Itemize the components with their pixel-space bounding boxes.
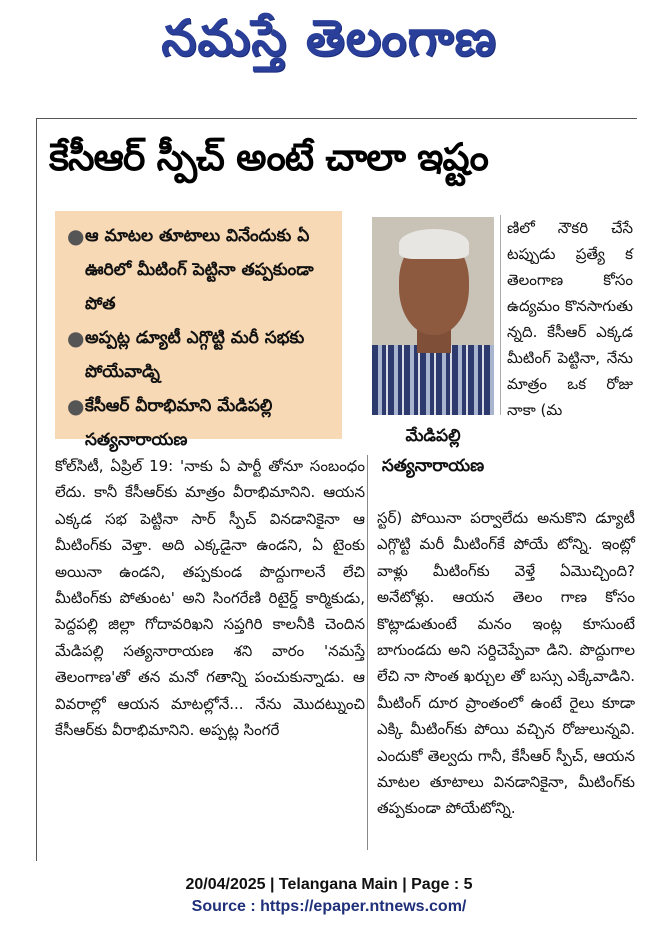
bullet-icon: ●: [67, 224, 85, 248]
highlight-item: [65, 321, 336, 389]
photo-caption: మేడిపల్లి సత్యనారాయణ: [381, 426, 485, 476]
bullet-icon: ●: [67, 394, 85, 418]
left-column-text: కోల్‌సిటీ, ఏప్రిల్ 19: 'నాకు ఏ పార్టీ తోనూ సంబంధం లేదు. కానీ కేసీఆర్‌కు మాత్రం వీరాభిమానిని. ఆయన ఎక్కడ సభ పెట్టినా సార్ స్పీచ్ వినడానికైనా ఆ మీటింగ్‌కు వెళ్తా. అది ఎక్కడైనా ఉండని, ఏ టైంకు అయినా ఉండని, తప్పకుండ పొద్దుగాలనే లేచి మీటింగ్‌కు పోతుంట' అని సింగరేణి రిటైర్డ్ కార్మికుడు, పెద్దపల్లి జిల్లా గోదావరిఖని సప్తగిరి కాలనీకి చెందిన మేడిపల్లి సత్యనారాయణ శని వారం 'నమస్తే తెలంగాణ'తో తన మనో గతాన్ని పంచుకున్నాడు. ఆ వివరాల్లో ఆయన మాటల్లోనే... నేను మొదట్నుంచి కేసీఆర్‌కు వీరాభిమానిని. అప్పట్ల సింగరే: [55, 457, 365, 740]
column-divider: [367, 455, 368, 850]
highlight-text: కేసీఆర్ వీరాభిమాని మేడిపల్లి సత్యనారాయణ: [85, 396, 273, 450]
portrait-photo: [372, 217, 494, 415]
footer: [0, 874, 658, 918]
footer-dateline: 20/04/2025 | Telangana Main | Page : 5: [185, 876, 473, 893]
column-divider: [500, 215, 501, 415]
footer-source-link[interactable]: Source : https://epaper.ntnews.com/: [191, 898, 467, 915]
masthead-title: నమస్తే తెలంగాణ: [161, 9, 497, 67]
highlight-text: అప్పట్ల డ్యూటీ ఎగ్గొట్టి మరీ సభకు పోయేవాడ్ని: [85, 328, 305, 382]
shirt: [372, 345, 494, 415]
highlight-item: [65, 219, 336, 321]
headline: కేసీఆర్ స్పీచ్ అంటే చాలా ఇష్టం: [49, 135, 488, 179]
right-top-text: ణిలో నౌకరి చేసే టప్పుడు ప్రత్యే క తెలంగాణ కోసం ఉద్యమం కొనసాగుతు న్నది. కేసీఆర్ ఎక్కడ మీటింగ్ పెట్టినా, నేను మాత్రం ఒక రోజు నాకా (మ: [507, 219, 633, 419]
news-clipping: [36, 118, 637, 861]
right-column-text: స్టర్) పోయినా పర్వాలేదు అనుకొని డ్యూటీ ఎగ్గొట్టి మరీ మీటింగ్‌కే పోయే టోన్ని. ఇంట్లో వాళ్లు మీటింగ్‌కు వెళ్తే ఏమొచ్చింది? అనేటోళ్లు. ఆయన తెలం గాణ కోసం కొట్లాడుతుంటే మనం ఇంట్ల కూసుంటే బాగుండదు అని సర్దిచెప్పేవా డిని. పొద్దుగాల లేచి నా సొంత ఖర్చుల తో బస్సు ఎక్కేవాడిని. మీటింగ్ దూర ప్రాంతంలో ఉంటే రైలు కూడా ఎక్కి మీటింగ్‌కు పోయి వచ్చిన రోజులున్నవి. ఎందుకో తెల్వదు గానీ, కేసీఆర్ స్పీచ్, ఆయన మాటల తూటాలు వినడానికైనా, మీటింగ్‌కు తప్పకుండా పోయేటోన్ని.: [377, 509, 635, 818]
highlights-list: [55, 211, 342, 457]
highlight-text: ఆ మాటల తూటాలు వినేందుకు ఏ ఊరిలో మీటింగ్ పెట్టినా తప్పకుండా పోత: [85, 226, 314, 314]
highlights-box: [55, 211, 342, 450]
bullet-icon: ●: [67, 326, 85, 350]
highlight-item: [65, 389, 336, 457]
hair: [399, 229, 469, 259]
